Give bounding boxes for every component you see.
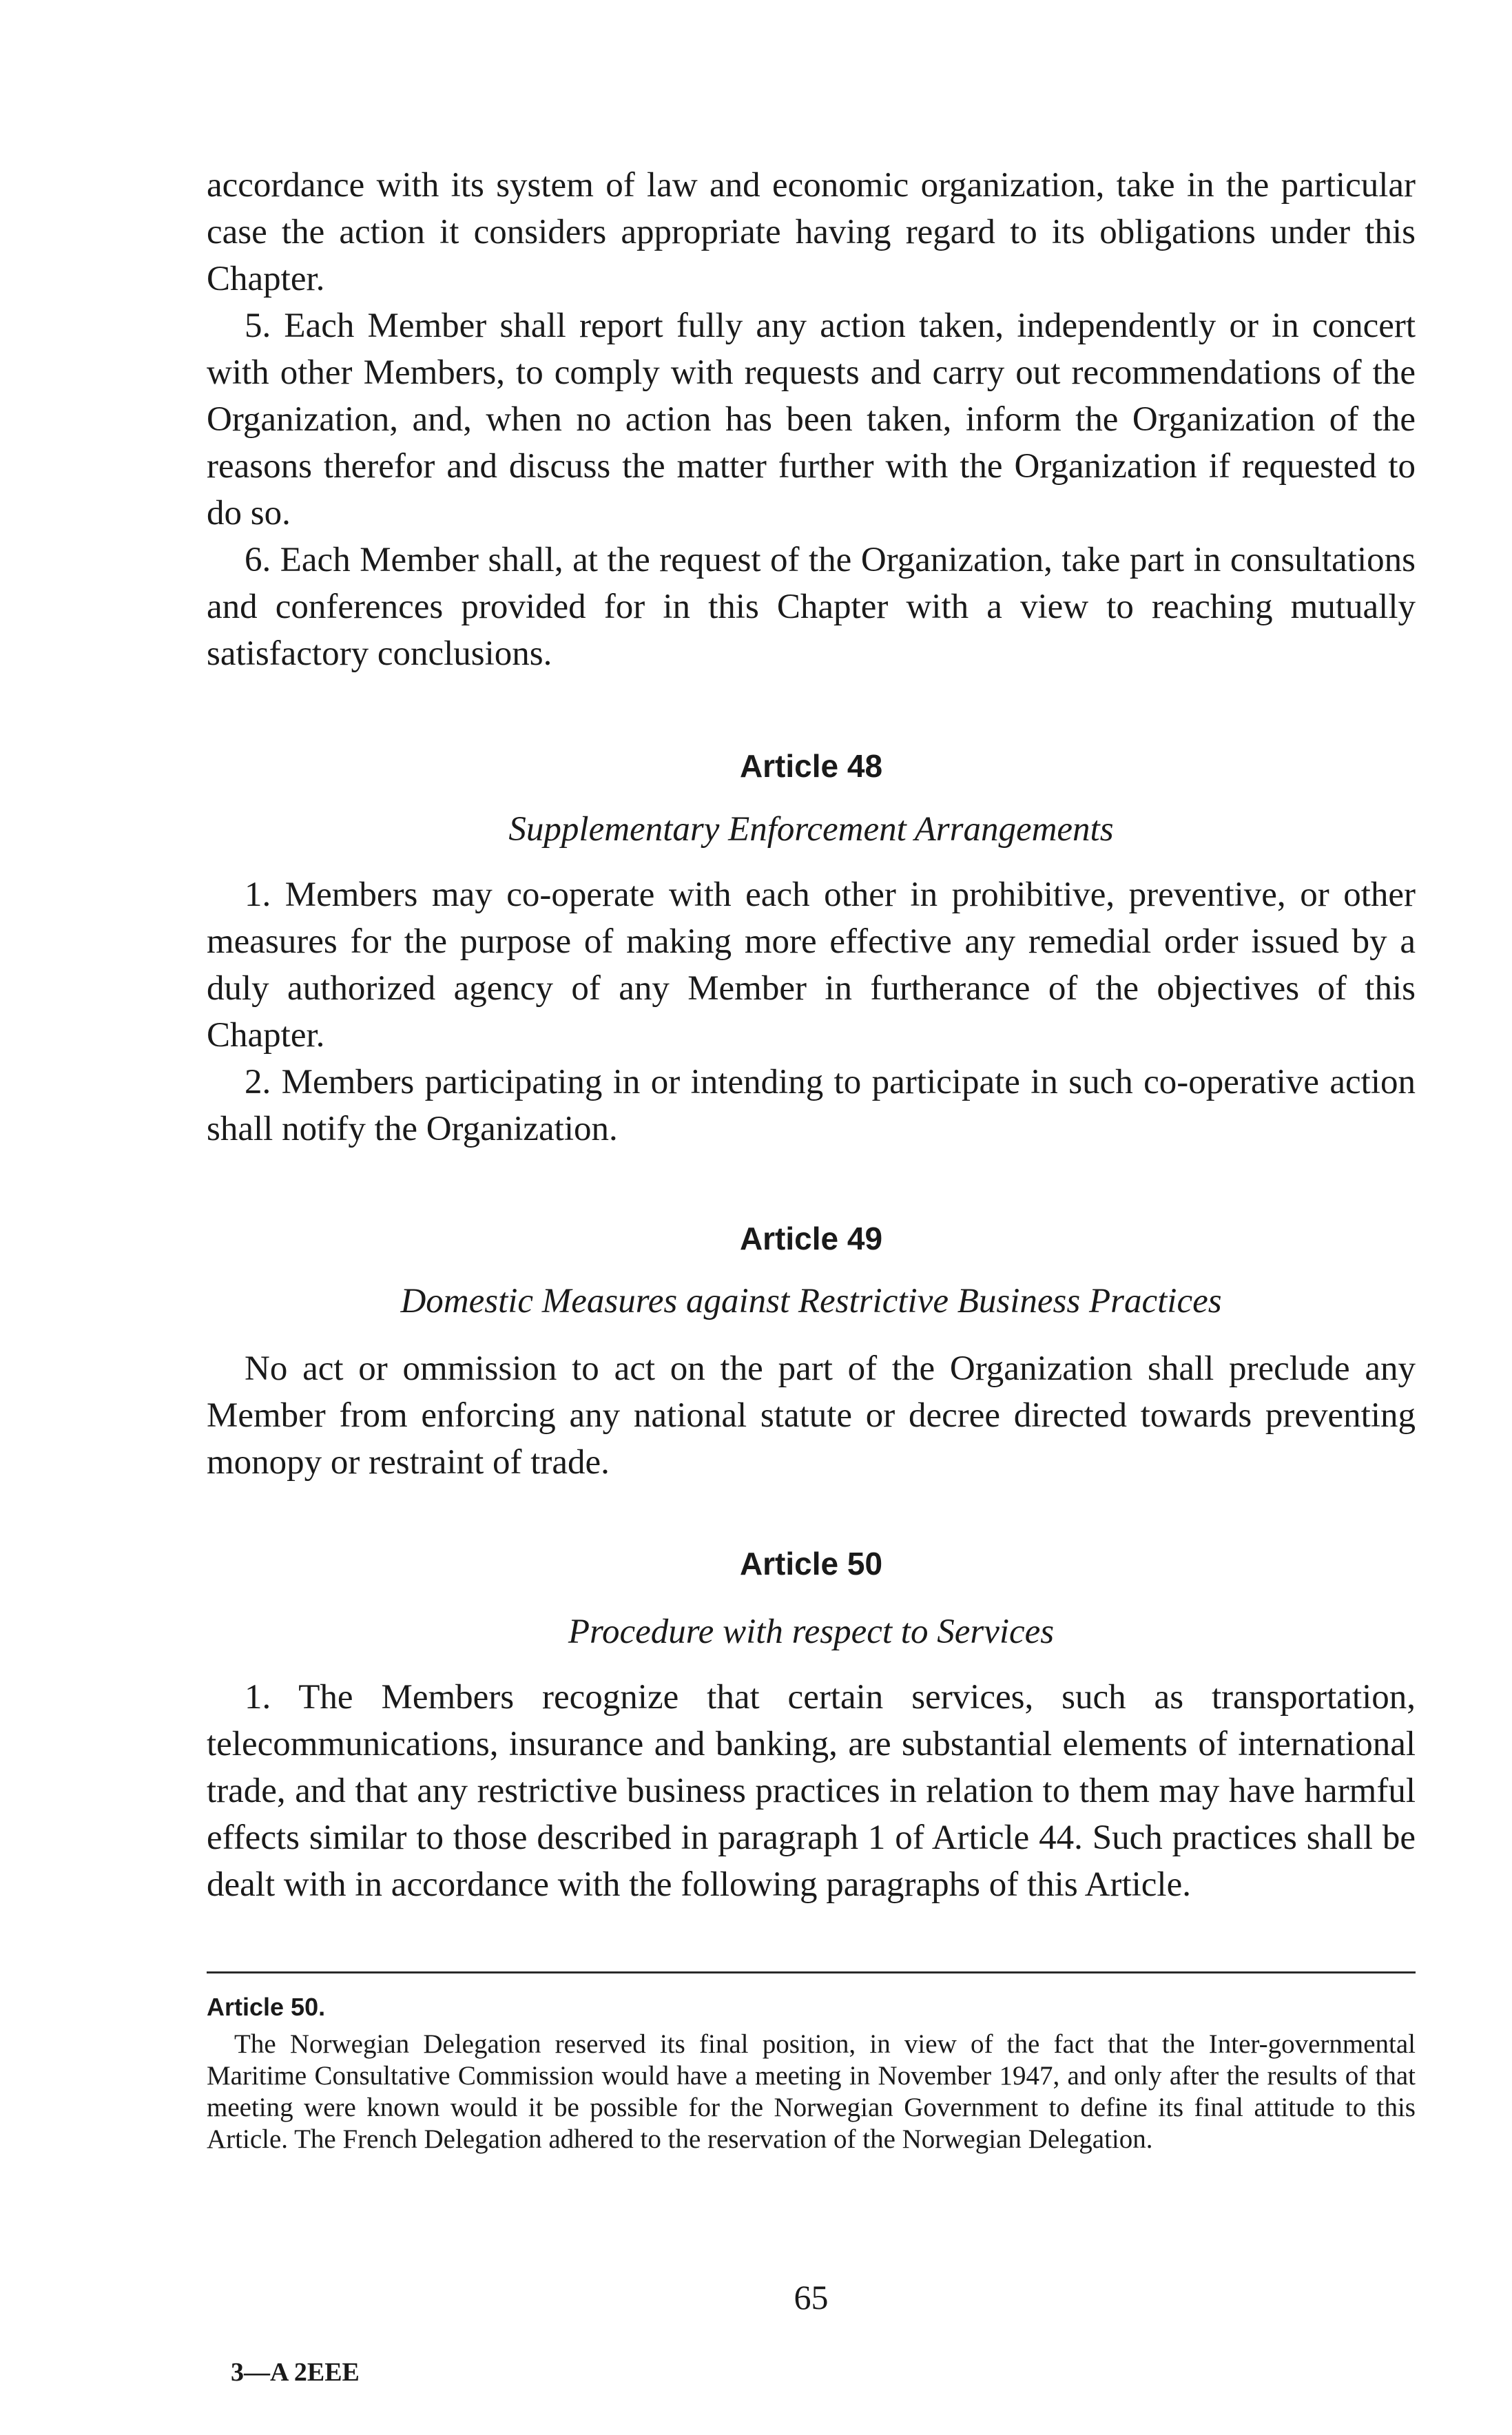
- paragraph-5: 5. Each Member shall report fully any action taken, independently or in concert with other Members, to comply with requests and carry out recommendations of the Organization, and, when no action has been taken, inform the Organization of the reasons therefor and discuss the matter further with the Organization if requested to do so.: [207, 307, 1416, 532]
- continuation-section: [207, 162, 1416, 677]
- article-48-paragraph-2: 2. Members participating in or intending to participate in such co-operative action shall notify the Organization.: [207, 1063, 1416, 1148]
- article-49-paragraph-1: No act or ommission to act on the part of the Organization shall preclude any Member from enforcing any national statute or decree directed towards preventing monopy or restraint of trade.: [207, 1349, 1416, 1482]
- article-48-body: [207, 871, 1416, 1152]
- page-number: 65: [794, 2278, 829, 2317]
- printer-mark: 3—A 2EEE: [231, 2358, 360, 2387]
- article-50-paragraph-1: 1. The Members recognize that certain services, such as transportation, telecommunications, insurance and banking, are substantial elements of international trade, and that any restrictive business practices in relation to them may have harmful effects similar to those described in paragraph 1 of Article 44. Such practices shall be dealt with in accordance with the following paragraphs of this Article.: [207, 1678, 1416, 1904]
- article-48-heading: Article 48: [739, 748, 883, 784]
- article-48-paragraph-1: 1. Members may co-operate with each other in prohibitive, preventive, or other measures for the purpose of making more effective any remedial order issued by a duly authorized agency of any Member in furtherance of the objectives of this Chapter.: [207, 875, 1416, 1055]
- footnote-heading: Article 50.: [207, 1993, 326, 2021]
- article-50-heading: Article 50: [739, 1546, 883, 1582]
- footnote-divider: [207, 1971, 1416, 1973]
- continuation-paragraph: accordance with its system of law and economic organization, take in the particular case the action it considers appropriate having regard to its obligations under this Chapter.: [207, 166, 1416, 298]
- article-49-body: [207, 1345, 1416, 1486]
- article-48-title: Supplementary Enforcement Arrangements: [508, 810, 1114, 849]
- article-49-title: Domestic Measures against Restrictive Business Practices: [400, 1282, 1222, 1320]
- article-50-body: [207, 1674, 1416, 1908]
- article-49-heading: Article 49: [739, 1221, 883, 1256]
- paragraph-6: 6. Each Member shall, at the request of the Organization, take part in consultations and conferences provided for in this Chapter with a view to reaching mutually satisfactory conclusions.: [207, 541, 1416, 673]
- article-50-title: Procedure with respect to Services: [568, 1613, 1055, 1651]
- footnote-text: The Norwegian Delegation reserved its final position, in view of the fact that the Inter-governmental Maritime Consultative Commission would have a meeting in November 1947, and only after the results of that meeting were known would it be possible for the Norwegian Government to define its final attitude to this Article. The French Delegation adhered to the reservation of the Norwegian Delegation.: [207, 2029, 1416, 2154]
